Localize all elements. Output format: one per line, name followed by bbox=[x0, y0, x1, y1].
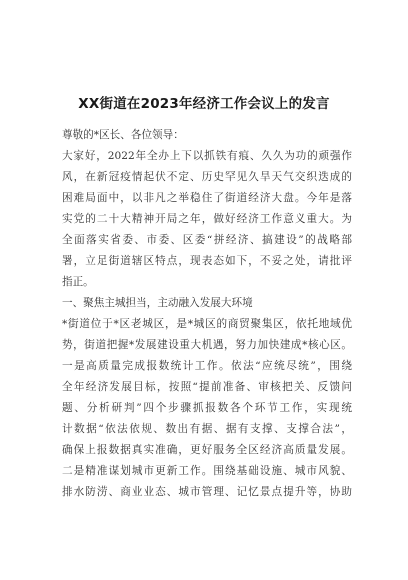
document-title: XX街道在2023年经济工作会议上的发言 bbox=[78, 96, 330, 112]
body-line: 困难局面中，以非凡之举稳住了街道经济大盘。今年是落 bbox=[62, 192, 352, 204]
body-line: 全面落实省委、市委、区委“拼经济、搞建设”的战略部 bbox=[62, 234, 352, 246]
body-line: 风，在新冠疫情起伏不定、历史罕见久旱天气交织迭成的 bbox=[62, 171, 352, 183]
body-line: 确保上报数据真实准确，更好服务全区经济高质量发展。 bbox=[62, 444, 352, 456]
body-line: 全年经济发展目标，按照“提前准备、审核把关、反馈问 bbox=[62, 381, 352, 393]
body-line: 势，街道把握*发展建设重大机遇，努力加快建成*核心区。 bbox=[62, 339, 352, 351]
body-line: 指正。 bbox=[62, 276, 94, 288]
body-line: *街道位于*区老城区，是*城区的商贸聚集区，依托地域优 bbox=[62, 318, 352, 330]
salutation-line: 尊敬的*区长、各位领导： bbox=[62, 129, 184, 141]
body-line: 二是精准谋划城市更新工作。围绕基础设施、城市风貌、 bbox=[62, 465, 352, 477]
section-heading: 一、聚焦主城担当，主动融入发展大环境 bbox=[62, 297, 253, 309]
body-line: 计数据“依法依规、数出有据、据有支撑、支撑合法”， bbox=[62, 423, 352, 435]
body-line: 大家好，2022年全办上下以抓铁有痕、久久为功的顽强作 bbox=[62, 150, 352, 162]
body-line: 一是高质量完成报数统计工作。依法“应统尽统”，围绕 bbox=[62, 360, 352, 372]
body-line: 署，立足街道辖区特点，现表态如下，不妥之处，请批评 bbox=[62, 255, 352, 267]
body-line: 实党的二十大精神开局之年，做好经济工作意义重大。为 bbox=[62, 213, 352, 225]
body-line: 排水防涝、商业业态、城市管理、记忆景点提升等，协助 bbox=[62, 486, 352, 498]
body-line: 题、分析研判”四个步骤抓报数各个环节工作，实现统 bbox=[62, 402, 352, 414]
